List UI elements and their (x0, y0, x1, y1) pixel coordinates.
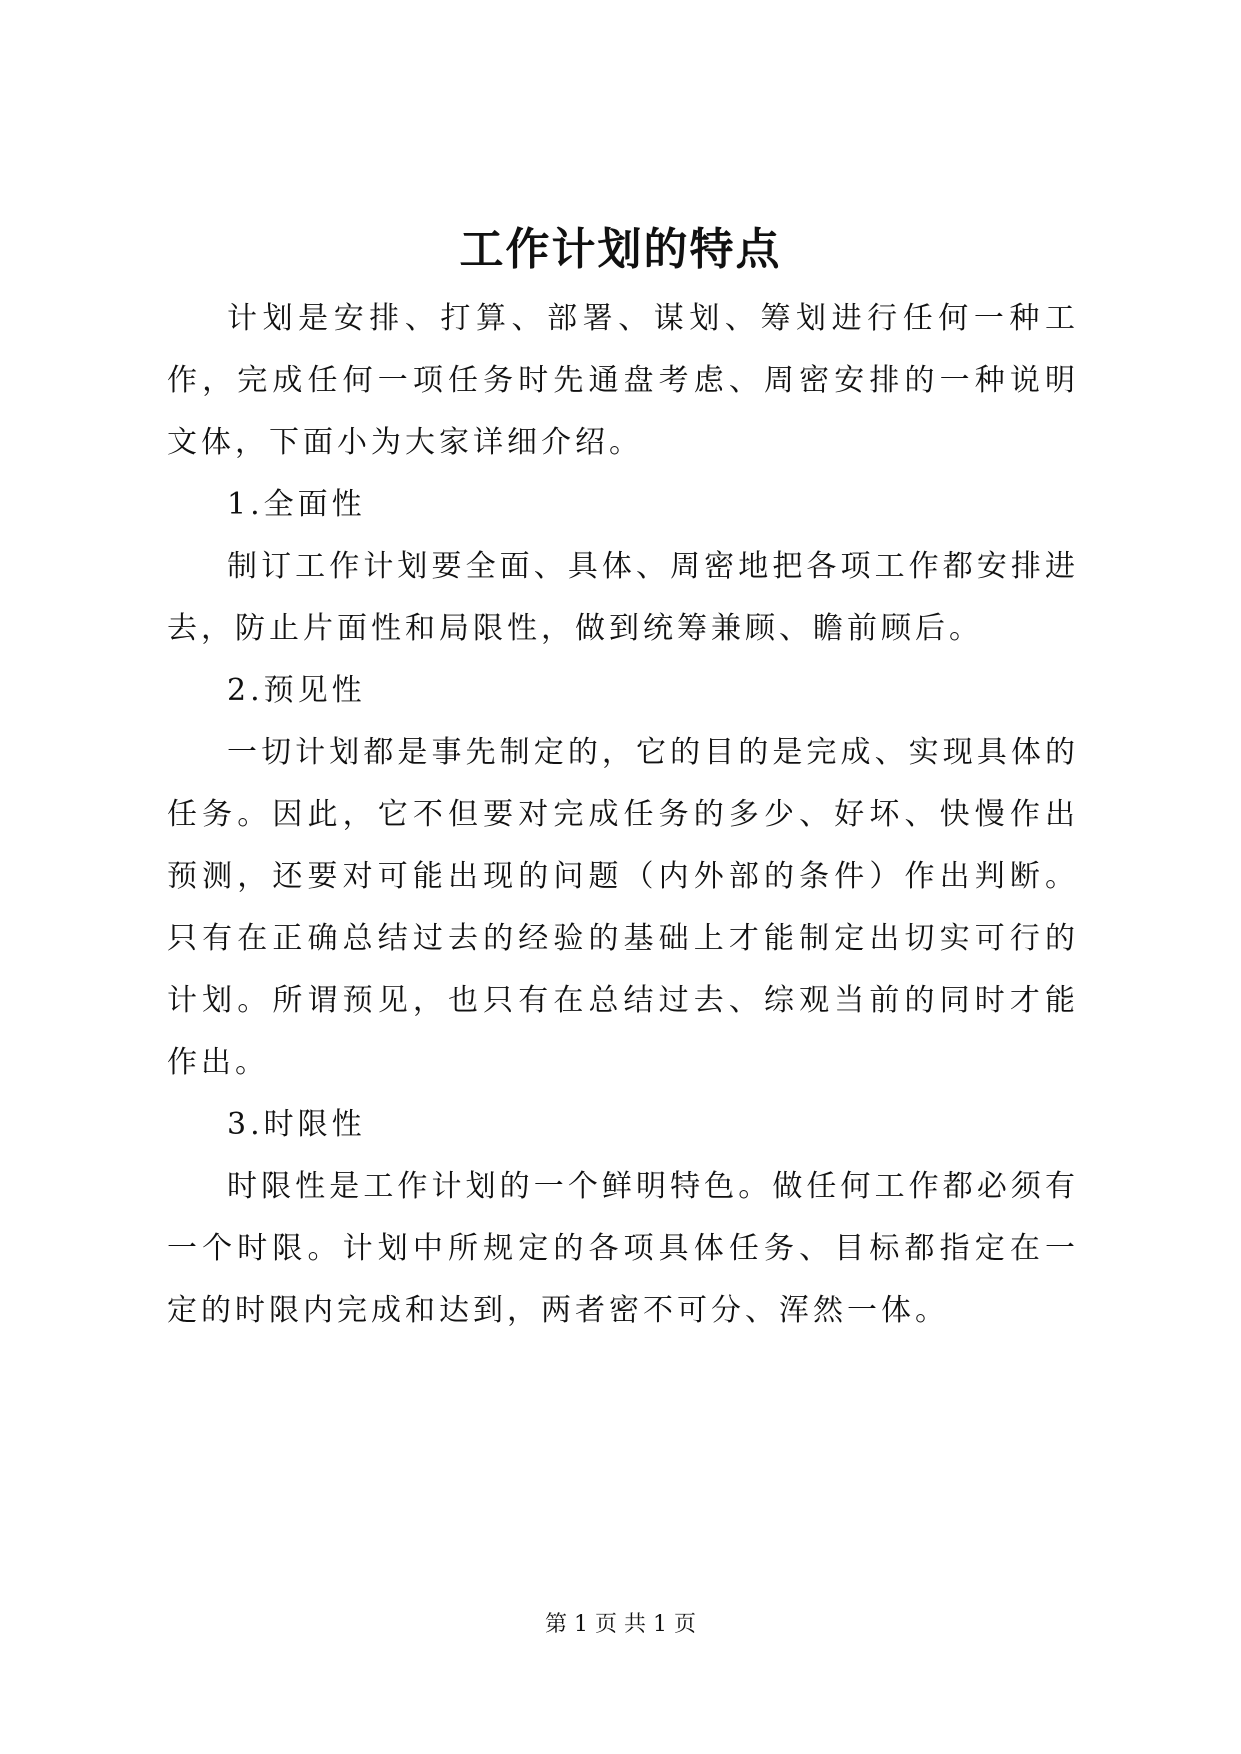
comprehensiveness-paragraph: 制订工作计划要全面、具体、周密地把各项工作都安排进去，防止片面性和局限性，做到统筹兼顾、瞻前顾后。 (167, 549, 1079, 646)
intro-paragraph: 计划是安排、打算、部署、谋划、筹划进行任何一种工作，完成任何一项任务时先通盘考虑、周密安排的一种说明文体，下面小为大家详细介绍。 (167, 301, 1079, 460)
section-heading-comprehensiveness: 1.全面性 (227, 487, 366, 522)
foresight-paragraph: 一切计划都是事先制定的，它的目的是完成、实现具体的任务。因此，它不但要对完成任务的多少、好坏、快慢作出预测，还要对可能出现的问题（内外部的条件）作出判断。只有在正确总结过去的经验的基础上才能制定出切实可行的计划。所谓预见，也只有在总结过去、综观当前的同时才能作出。 (167, 735, 1079, 1080)
document-title: 工作计划的特点 (459, 224, 782, 275)
section-heading-foresight: 2.预见性 (227, 673, 366, 708)
section-heading-time-limit: 3.时限性 (227, 1107, 366, 1142)
page-footer: 第 1 页 共 1 页 (545, 1612, 696, 1637)
document-body (167, 288, 1079, 1342)
time-limit-paragraph: 时限性是工作计划的一个鲜明特色。做任何工作都必须有一个时限。计划中所规定的各项具体任务、目标都指定在一定的时限内完成和达到，两者密不可分、浑然一体。 (167, 1169, 1079, 1328)
